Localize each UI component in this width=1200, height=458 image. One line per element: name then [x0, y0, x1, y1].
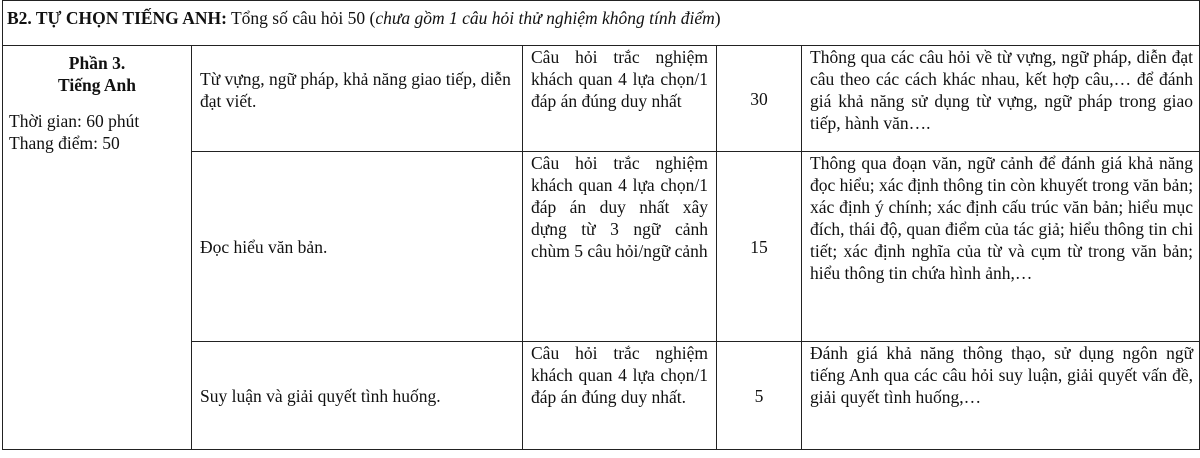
- table-row: [3, 46, 1200, 152]
- format-cell: Câu hỏi trắc nghiệm khách quan 4 lựa chọn/1 đáp án đúng duy nhất: [523, 46, 717, 152]
- section-time: Thời gian: 60 phút: [9, 111, 140, 131]
- exam-structure-table: [2, 0, 1200, 450]
- heading-total: Tổng số câu hỏi 50: [230, 8, 366, 28]
- format-cell: Câu hỏi trắc nghiệm khách quan 4 lựa chọn/1 đáp án duy nhất xây dựng từ 3 ngữ cảnh chùm 5 câu hỏi/ngữ cảnh: [523, 152, 717, 342]
- table-heading-row: [3, 1, 1200, 46]
- topic-cell: Suy luận và giải quyết tình huống.: [192, 342, 523, 450]
- question-count-cell: 30: [717, 46, 802, 152]
- heading-label: B2. TỰ CHỌN TIẾNG ANH:: [7, 8, 227, 28]
- question-count-cell: 5: [717, 342, 802, 450]
- section-cell: [3, 46, 192, 450]
- question-count-cell: 15: [717, 152, 802, 342]
- section-spacer: [9, 96, 185, 110]
- heading-note: chưa gồm 1 câu hỏi thử nghiệm không tính điểm: [375, 8, 715, 28]
- table-heading: [3, 1, 1200, 46]
- description-cell: Đánh giá khả năng thông thạo, sử dụng ngôn ngữ tiếng Anh qua các câu hỏi suy luận, giải quyết vấn đề, giải quyết tình huống,…: [802, 342, 1200, 450]
- heading-note-open: (: [369, 8, 376, 28]
- description-cell: Thông qua các câu hỏi về từ vựng, ngữ pháp, diễn đạt câu theo các cách khác nhau, kết hợp câu,… để đánh giá khả năng sử dụng từ vựng, ngữ pháp trong giao tiếp, hành văn….: [802, 46, 1200, 152]
- section-score: Thang điểm: 50: [9, 133, 120, 153]
- description-cell: Thông qua đoạn văn, ngữ cảnh để đánh giá khả năng đọc hiểu; xác định thông tin còn khuyết trong văn bản; xác định ý chính; xác định cấu trúc văn bản; hiểu mục đích, thái độ, quan điểm của tác giả; hiểu thông tin chi tiết; xác định nghĩa của từ và cụm từ trong văn bản; hiểu thông tin chứa hình ảnh,…: [802, 152, 1200, 342]
- topic-cell: Đọc hiểu văn bản.: [192, 152, 523, 342]
- topic-cell: Từ vựng, ngữ pháp, khả năng giao tiếp, diễn đạt viết.: [192, 46, 523, 152]
- section-title-subject: Tiếng Anh: [58, 75, 136, 95]
- format-cell: Câu hỏi trắc nghiệm khách quan 4 lựa chọn/1 đáp án đúng duy nhất.: [523, 342, 717, 450]
- section-title-part: Phần 3.: [68, 53, 126, 73]
- heading-note-close: ): [714, 8, 721, 28]
